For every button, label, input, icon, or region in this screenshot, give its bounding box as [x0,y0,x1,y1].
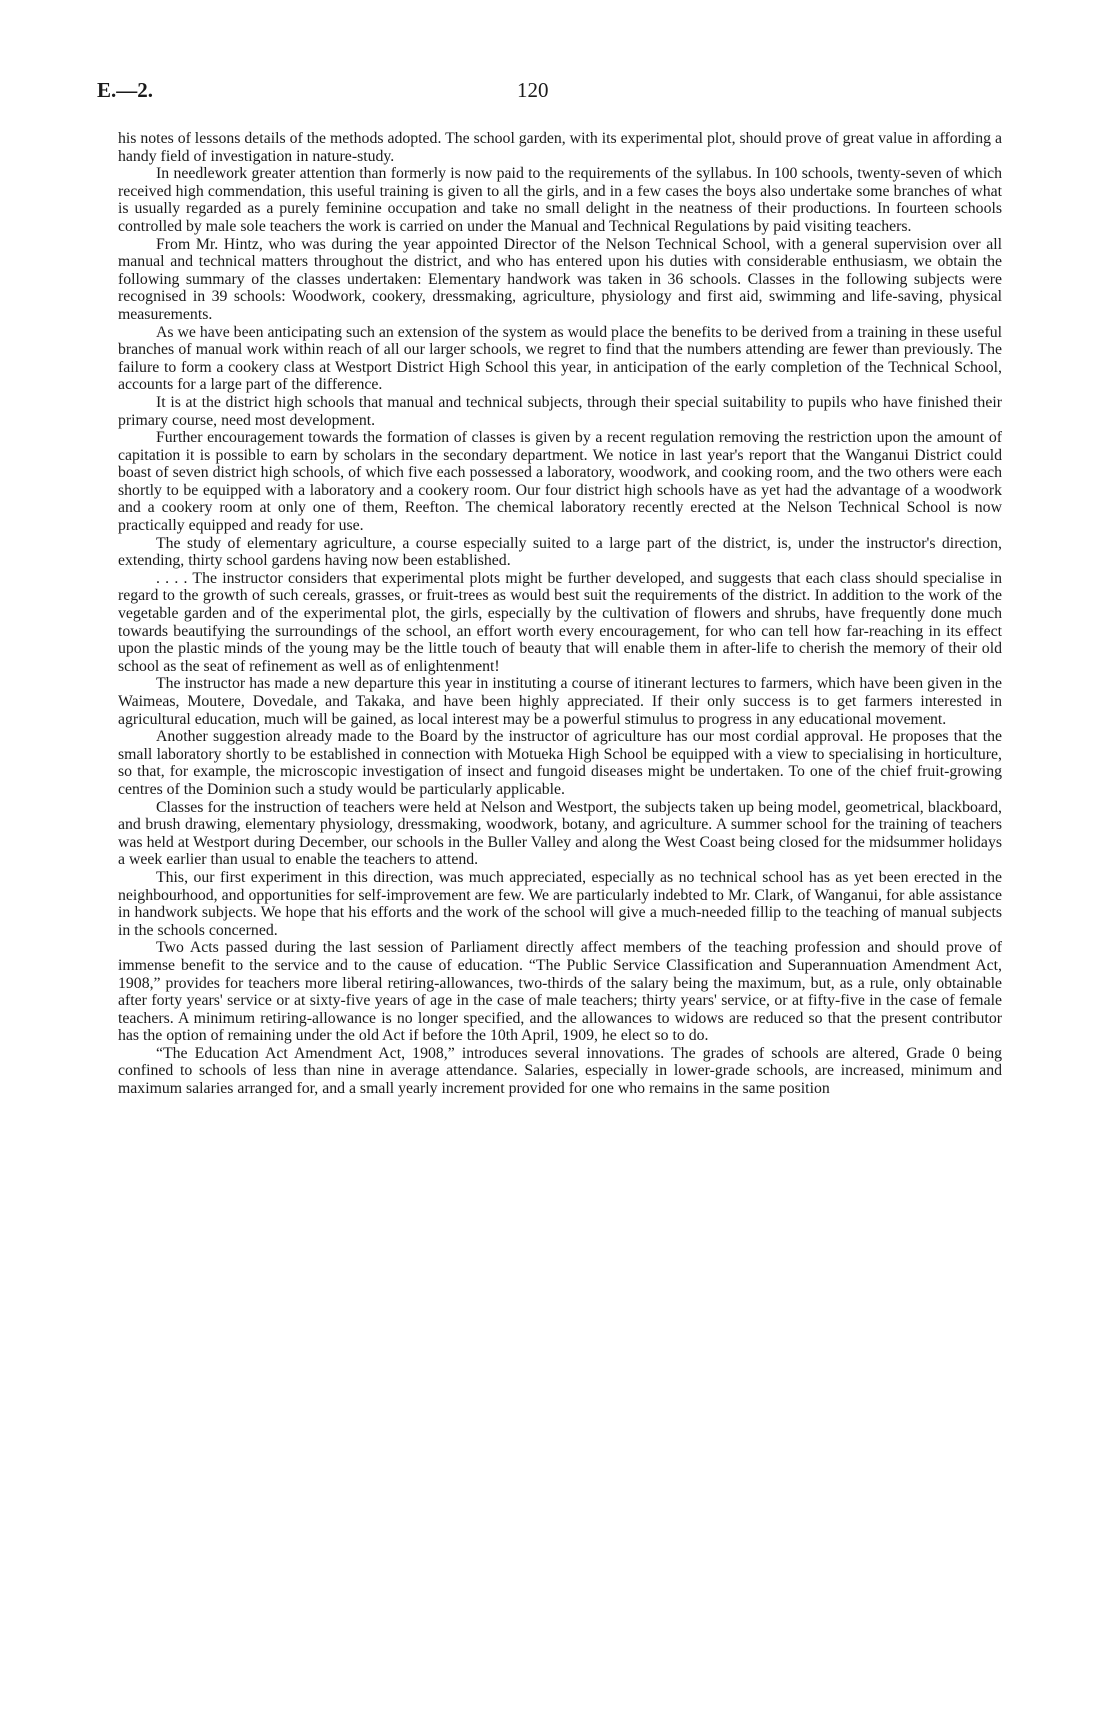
paragraph: Two Acts passed during the last session of Parliament directly affect members of the teaching profession and should prove of immense benefit to the service and to the cause of education. “The Public Service Classification and Superannuation Amendment Act, 1908,” provides for teachers more liberal retiring-allowances, two-thirds of the salary being the maximum, but, as a rule, only obtainable after forty years' service or at sixty-five years of age in the case of male teachers; thirty years' service, or at fifty-five in the case of female teachers. A minimum retiring-allowance is no longer specified, and the allowances to widows are reduced so that the present contributor has the option of remaining under the old Act if before the 10th April, 1909, he elect so to do. [118,939,1002,1045]
paragraph: The instructor has made a new departure this year in instituting a course of itinerant lectures to farmers, which have been given in the Waimeas, Moutere, Dovedale, and Takaka, and have been highly appreciated. If their only success is to get farmers interested in agricultural education, much will be gained, as local interest may be a powerful stimulus to progress in any educational movement. [118,675,1002,728]
paragraph: It is at the district high schools that manual and technical subjects, through their special suitability to pupils who have finished their primary course, need most development. [118,393,1002,429]
paragraph: Another suggestion already made to the Board by the instructor of agriculture has our most cordial approval. He proposes that the small laboratory shortly to be established in connection with Motueka High School be equipped with a view to specialising in horticulture, so that, for example, the microscopic investigation of insect and fungoid diseases might be undertaken. To one of the chief fruit-growing centres of the Dominion such a study would be particularly applicable. [118,728,1002,798]
paragraph: As we have been anticipating such an extension of the system as would place the benefits to be derived from a training in these useful branches of manual work within reach of all our larger schools, we regret to find that the numbers attending are fewer than previously. The failure to form a cookery class at Westport District High School this year, in anticipation of the early completion of the Technical School, accounts for a large part of the difference. [118,323,1002,394]
paragraph: From Mr. Hintz, who was during the year appointed Director of the Nelson Technical School, with a general supervision over all manual and technical matters throughout the district, and who has entered upon his duties with considerable enthusiasm, we obtain the following summary of the classes undertaken: Elementary handwork was taken in 36 schools. Classes in the following subjects were recognised in 39 schools: Woodwork, cookery, dressmaking, agriculture, physiology and first aid, swimming and life-saving, physical measurements. [118,235,1002,323]
paragraph: Further encouragement towards the formation of classes is given by a recent regulation removing the restriction upon the amount of capitation it is possible to earn by scholars in the secondary department. We notice in last year's report that the Wanganui District could boast of seven district high schools, of which five each possessed a laboratory, woodwork, and cooking room, and the two others were each shortly to be equipped with a laboratory and a cookery room. Our four district high schools have as yet had the advantage of a woodwork and a cookery room at only one of them, Reefton. The chemical laboratory recently erected at the Nelson Technical School is now practically equipped and ready for use. [118,429,1002,535]
paragraph: The study of elementary agriculture, a course especially suited to a large part of the district, is, under the instructor's direction, extending, thirty school gardens having now been established. [118,534,1002,570]
paragraph: This, our first experiment in this direction, was much appreciated, especially as no technical school has as yet been erected in the neighbourhood, and opportunities for self-improvement are few. We are particularly indebted to Mr. Clark, of Wanganui, for able assistance in handwork subjects. We hope that his efforts and the work of the school will give a much-needed fillip to the teaching of manual subjects in the schools concerned. [118,868,1002,939]
report-body [118,130,1002,1098]
paragraph: “The Education Act Amendment Act, 1908,” introduces several innovations. The grades of schools are altered, Grade 0 being confined to schools of less than nine in average attendance. Salaries, especially in lower-grade schools, are increased, minimum and maximum salaries arranged for, and a small yearly increment provided for one who remains in the same position [118,1044,1002,1098]
document-reference: E.—2. [97,78,154,102]
page-number: 120 [517,78,549,102]
paragraph: . . . . The instructor considers that experimental plots might be further developed, and suggests that each class should specialise in regard to the growth of such cereals, grasses, or fruit-trees as would best suit the requirements of the district. In addition to the work of the vegetable garden and of the experimental plot, the girls, especially by the cultivation of flowers and shrubs, have frequently done much towards beautifying the surroundings of the school, an effort worth every encouragement, for who can tell how far-reaching in its effect upon the plastic minds of the young may be the little touch of beauty that will enable them in after-life to cherish the memory of their old school as the seat of refinement as well as of enlightenment! [118,569,1002,675]
paragraph: In needlework greater attention than formerly is now paid to the requirements of the syllabus. In 100 schools, twenty-seven of which received high commendation, this useful training is given to all the girls, and in a few cases the boys also undertake some branches of what is usually regarded as a purely feminine occupation and take no small delight in the neatness of their productions. In fourteen schools controlled by male sole teachers the work is carried on under the Manual and Technical Regulations by paid visiting teachers. [118,165,1002,235]
paragraph: Classes for the instruction of teachers were held at Nelson and Westport, the subjects taken up being model, geometrical, blackboard, and brush drawing, elementary physiology, dressmaking, woodwork, botany, and agriculture. A summer school for the training of teachers was held at Westport during December, our schools in the Buller Valley and along the West Coast being closed for the midsummer holidays a week earlier than usual to enable the teachers to attend. [118,798,1002,869]
paragraph: his notes of lessons details of the methods adopted. The school garden, with its experimental plot, should prove of great value in affording a handy field of investigation in nature-study. [118,130,1002,165]
page-header [97,78,994,108]
